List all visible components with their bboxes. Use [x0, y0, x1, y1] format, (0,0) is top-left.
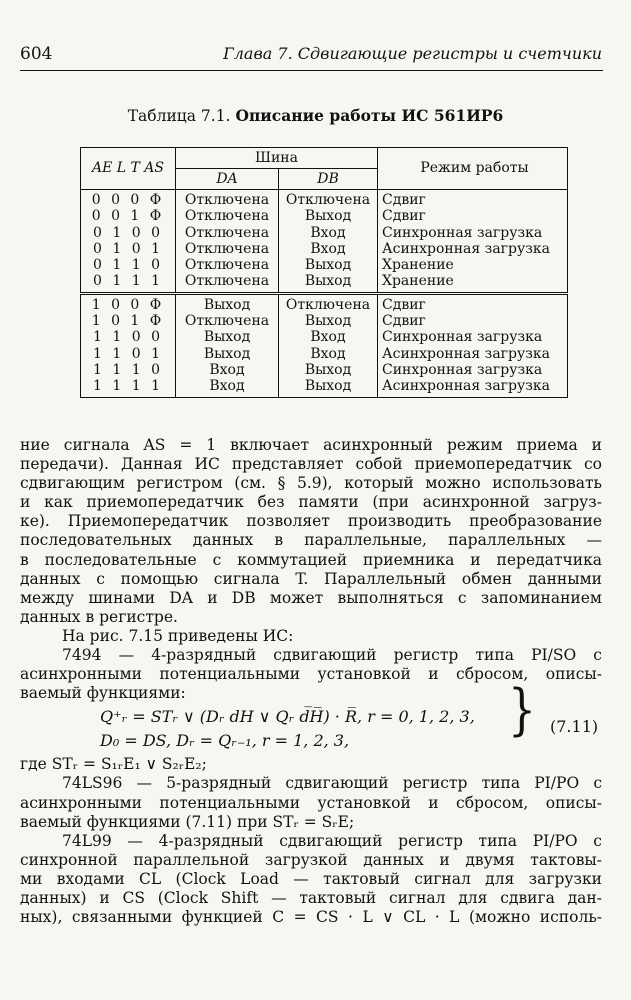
cell-da: Отключена — [176, 273, 279, 293]
table-caption — [0, 106, 631, 125]
header-rule — [20, 70, 603, 71]
cell-bits: 1 0 1 Φ — [81, 313, 176, 329]
text-line: ваемый функциями: — [20, 684, 186, 703]
text-line: асинхронными потенциальными установкой и сбросом, описы- — [20, 665, 602, 684]
cell-mode: Сдвиг — [378, 208, 568, 224]
text-line: ваемый функциями (7.11) при STᵣ = SᵣE; — [20, 812, 355, 831]
text-line: 7494 — 4-разрядный сдвигающий регистр типа PI/SO с — [62, 646, 602, 665]
cell-bits: 0 1 1 1 — [81, 273, 176, 293]
cell-db: Выход — [279, 378, 378, 397]
col-inputs-header: AE L T AS — [81, 148, 176, 190]
table-body — [81, 190, 568, 398]
cell-da: Вход — [176, 362, 279, 378]
text-line: передачи). Данная ИС представляет собой приемопередатчик со — [20, 455, 602, 474]
cell-bits: 1 1 0 0 — [81, 329, 176, 345]
cell-mode: Синхронная загрузка — [378, 362, 568, 378]
cell-db: Отключена — [279, 293, 378, 313]
col-bus-header: Шина — [176, 148, 378, 169]
cell-db: Выход — [279, 257, 378, 273]
cell-mode: Хранение — [378, 257, 568, 273]
cell-bits: 0 1 0 1 — [81, 241, 176, 257]
chapter-title: Глава 7. Сдвигающие регистры и счетчики — [223, 44, 602, 63]
right-brace: } — [508, 678, 536, 743]
formula-line: Q⁺ᵣ = STᵣ ∨ (Dᵣ dH ∨ Qᵣ d̅H̅) · R̅, r = 0, 1, 2, 3, — [100, 707, 475, 727]
cell-db: Выход — [279, 273, 378, 293]
text-line: асинхронными потенциальными установкой и сбросом, описы- — [20, 793, 602, 812]
cell-mode: Сдвиг — [378, 293, 568, 313]
cell-da: Вход — [176, 378, 279, 397]
equation-number: (7.11) — [550, 717, 599, 737]
cell-bits: 1 1 1 1 — [81, 378, 176, 397]
cell-da: Выход — [176, 346, 279, 362]
cell-da: Выход — [176, 329, 279, 345]
col-db-header: DB — [279, 169, 378, 190]
cell-db: Выход — [279, 362, 378, 378]
cell-bits: 1 1 1 0 — [81, 362, 176, 378]
text-line: данных в регистре. — [20, 607, 178, 626]
cell-db: Отключена — [279, 190, 378, 209]
text-line: ке). Приемопередатчик позволяет производить преобразование — [20, 512, 602, 531]
cell-bits: 0 0 0 Φ — [81, 190, 176, 209]
cell-da: Отключена — [176, 241, 279, 257]
truth-table — [80, 147, 568, 398]
formula-line: D₀ = DS, Dᵣ = Qᵣ₋₁, r = 1, 2, 3, — [100, 731, 350, 751]
cell-mode: Асинхронная загрузка — [378, 346, 568, 362]
text-line: между шинами DA и DB может выполняться с запоминанием — [20, 588, 602, 607]
cell-mode: Сдвиг — [378, 190, 568, 209]
text-line: ние сигнала AS = 1 включает асинхронный режим приема и — [20, 436, 602, 454]
col-mode-header: Режим работы — [378, 148, 568, 190]
text-line: и как приемопередатчик без памяти (при асинхронной загруз- — [20, 493, 602, 512]
cell-mode: Асинхронная загрузка — [378, 378, 568, 397]
cell-mode: Сдвиг — [378, 313, 568, 329]
text-line: 74LS96 — 5-разрядный сдвигающий регистр типа PI/PO с — [62, 774, 602, 793]
text-line: синхронной параллельной загрузкой данных и двумя тактовы- — [20, 850, 602, 869]
text-line: На рис. 7.15 приведены ИС: — [62, 626, 294, 645]
text-line: где STᵣ = S₁ᵣE₁ ∨ S₂ᵣE₂; — [20, 755, 207, 774]
cell-da: Отключена — [176, 208, 279, 224]
page-number: 604 — [20, 44, 53, 64]
cell-bits: 1 0 0 Φ — [81, 293, 176, 313]
cell-mode: Синхронная загрузка — [378, 225, 568, 241]
text-line: 74L99 — 4-разрядный сдвигающий регистр типа PI/PO с — [62, 831, 602, 850]
cell-da: Отключена — [176, 313, 279, 329]
text-line: ми входами CL (Clock Load — тактовый сигнал для загрузки — [20, 869, 602, 888]
cell-da: Отключена — [176, 190, 279, 209]
cell-db: Вход — [279, 225, 378, 241]
cell-mode: Хранение — [378, 273, 568, 293]
cell-da: Выход — [176, 293, 279, 313]
text-line: данных) и CS (Clock Shift — тактовый сигнал для сдвига дан- — [20, 888, 602, 907]
cell-bits: 0 1 1 0 — [81, 257, 176, 273]
caption-title: Описание работы ИС 561ИР6 — [235, 106, 504, 125]
cell-bits: 1 1 0 1 — [81, 346, 176, 362]
text-line: данных с помощью сигнала T. Параллельный обмен данными — [20, 569, 602, 588]
col-da-header: DA — [176, 169, 279, 190]
running-header — [20, 44, 602, 66]
cell-db: Выход — [279, 313, 378, 329]
cell-mode: Асинхронная загрузка — [378, 241, 568, 257]
text-line: в последовательные с коммутацией приемника и передатчика — [20, 550, 602, 569]
text-line: сдвигающим регистром (см. § 5.9), который можно использовать — [20, 474, 602, 493]
body-text — [20, 436, 602, 927]
cell-da: Отключена — [176, 225, 279, 241]
cell-db: Вход — [279, 346, 378, 362]
text-line: ных), связанными функцией C = CS · L̅ ∨ CL · L (можно исполь- — [20, 908, 602, 927]
cell-db: Вход — [279, 329, 378, 345]
cell-bits: 0 1 0 0 — [81, 225, 176, 241]
caption-prefix: Таблица 7.1. — [127, 107, 231, 125]
text-line: последовательных данных в параллельные, параллельных — — [20, 531, 602, 550]
cell-db: Выход — [279, 208, 378, 224]
cell-mode: Синхронная загрузка — [378, 329, 568, 345]
cell-db: Вход — [279, 241, 378, 257]
cell-bits: 0 0 1 Φ — [81, 208, 176, 224]
cell-da: Отключена — [176, 257, 279, 273]
